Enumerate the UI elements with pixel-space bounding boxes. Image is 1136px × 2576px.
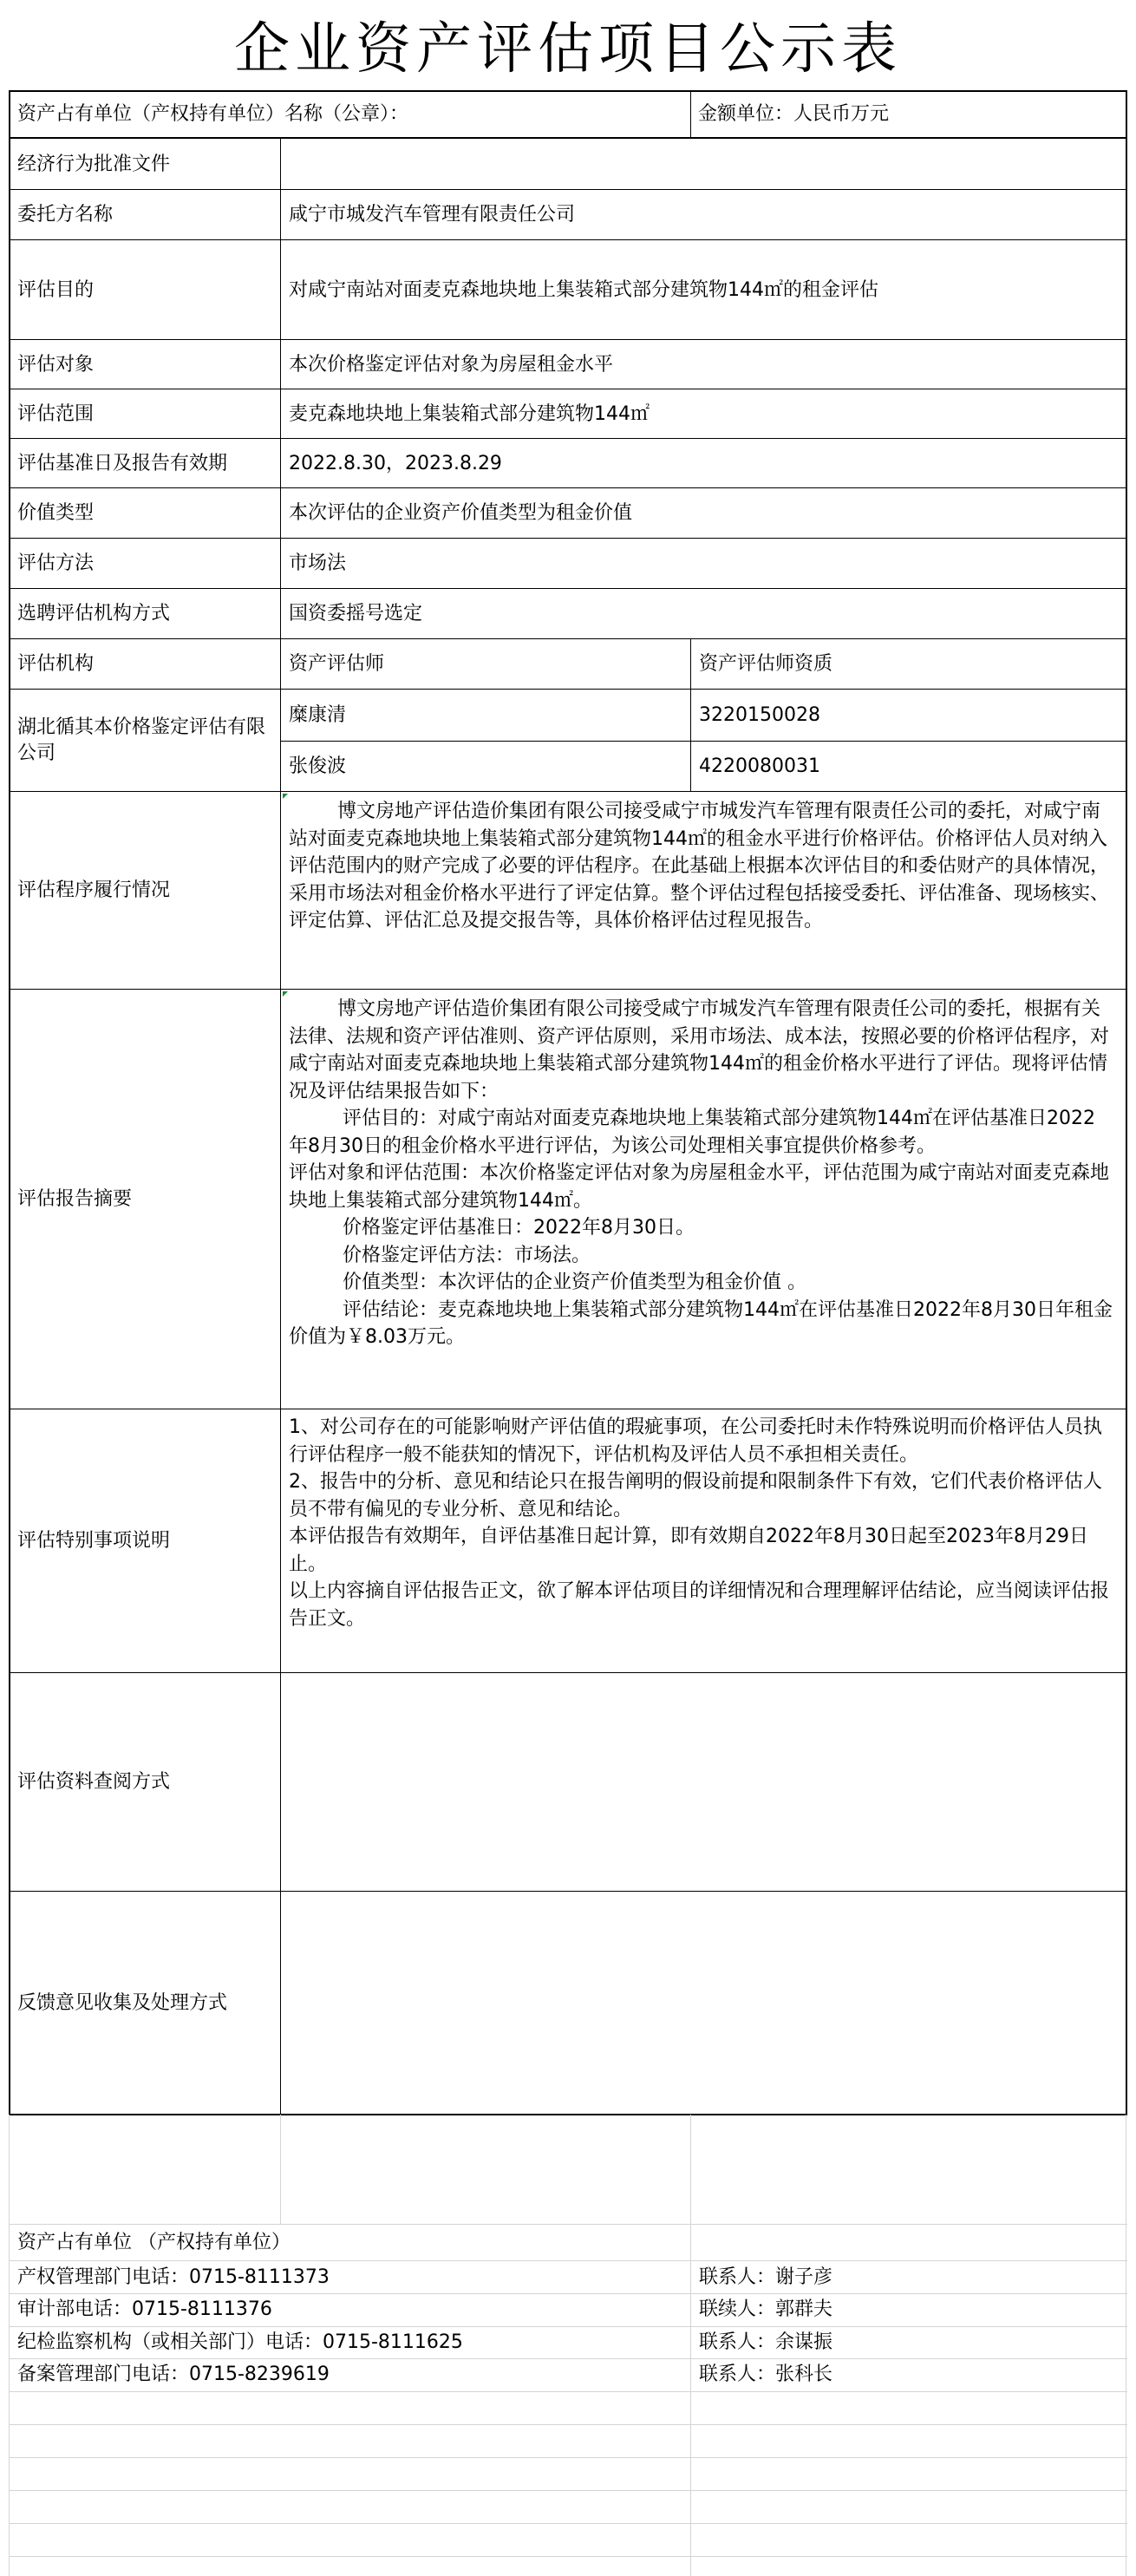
scope-value: 麦克森地块地上集装箱式部分建筑物144㎡ [289, 402, 650, 425]
summary-paragraph-conclusion: 评估结论：麦克森地块地上集装箱式部分建筑物144㎡在评估基准日2022年8月30日年租金价值为￥8.03万元。 [289, 1298, 1113, 1348]
grid-line [9, 137, 1127, 139]
selection-value: 国资委摇号选定 [289, 603, 423, 624]
agency-name: 湖北循其本价格鉴定评估有限公司 [17, 716, 266, 764]
procedure-paragraph: 博文房地产评估造价集团有限公司接受咸宁市城发汽车管理有限责任公司的委托，对咸宁南站对面麦克森地块地上集装箱式部分建筑物144㎡的租金水平进行价格评估。价格评估人员对纳入评估范围内的财产完成了必要的评估程序。在此基础上根据本次评估目的和委估财产的具体情况，采用市场法对租金价格水平进行了评定估算。整个评估过程包括接受委托、评估准备、现场核实、评定估算、评估汇总及提交报告等，具体价格评估过程见报告。 [289, 801, 1110, 932]
light-grid-line [9, 2424, 1127, 2425]
grid-line [9, 339, 1127, 340]
contact-person-2: 联续人：郭群夫 [699, 2298, 833, 2320]
special-paragraph-validity: 本评估报告有效期年，自评估基准日起计算，即有效期自2022年8月30日起至2023年8月29日止。 [289, 1526, 1088, 1575]
appraiser-name-1: 糜康清 [289, 704, 347, 726]
light-grid-line [9, 2293, 1127, 2294]
special-paragraph-1: 1、对公司存在的可能影响财产评估值的瑕疵事项，在公司委托时未作特殊说明而价格评估人员执行评估程序一般不能获知的情况下，评估机构及评估人员不承担相关责任。 [289, 1416, 1103, 1466]
feedback-label: 反馈意见收集及处理方式 [17, 1992, 228, 2014]
summary-paragraph-scope: 评估对象和评估范围：本次价格鉴定评估对象为房屋租金水平，评估范围为咸宁南站对面麦克森地块地上集装箱式部分建筑物144㎡。 [289, 1162, 1110, 1212]
grid-line [9, 90, 10, 2115]
light-grid-line [9, 2457, 1127, 2458]
grid-line [9, 2114, 1127, 2115]
feedback-value[interactable] [282, 1893, 1123, 2115]
appraiser-name-2: 张俊波 [289, 755, 347, 777]
currency-unit-label: 金额单位：人民币万元 [698, 103, 890, 125]
light-grid-line [9, 2224, 1127, 2225]
light-grid-line [280, 2115, 281, 2224]
light-grid-line [9, 2523, 1127, 2524]
value-type-value: 本次评估的企业资产价值类型为租金价值 [289, 502, 633, 524]
client-label: 委托方名称 [17, 204, 114, 226]
method-label: 评估方法 [17, 552, 95, 574]
summary-label: 评估报告摘要 [17, 1188, 133, 1210]
cell-marker [283, 794, 288, 799]
contact-person-4: 联系人：张科长 [699, 2364, 833, 2385]
procedure-text [282, 798, 1125, 935]
grid-line [9, 638, 1127, 639]
summary-paragraph-purpose: 评估目的：对咸宁南站对面麦克森地块地上集装箱式部分建筑物144㎡在评估基准日2022年8月30日的租金价格水平进行评估，为该公司处理相关事宜提供价格参考。 [289, 1108, 1095, 1157]
approval-doc-label: 经济行为批准文件 [17, 153, 171, 175]
grid-line [9, 538, 1127, 539]
grid-line [280, 137, 281, 2115]
review-label: 评估资料查阅方式 [17, 1771, 171, 1793]
footer-owner: 资产占有单位 （产权持有单位） [17, 2232, 291, 2253]
special-label: 评估特别事项说明 [17, 1530, 171, 1552]
light-grid-line [9, 2358, 1127, 2359]
appraiser-cert-2: 4220080031 [699, 755, 820, 777]
purpose-value: 对咸宁南站对面麦克森地块地上集装箱式部分建筑物144㎡的租金评估 [289, 278, 878, 301]
grid-line [9, 189, 1127, 190]
light-grid-line [9, 2490, 1127, 2491]
object-label: 评估对象 [17, 353, 95, 376]
purpose-label: 评估目的 [17, 278, 95, 301]
agency-label: 评估机构 [17, 653, 95, 675]
qualification-column-header: 资产评估师资质 [699, 653, 833, 675]
grid-line [9, 239, 1127, 240]
light-grid-line [690, 2115, 691, 2576]
contact-person-3: 联系人：余谋振 [699, 2331, 833, 2353]
cell-marker [283, 991, 288, 997]
grid-line [9, 689, 1127, 690]
appraiser-cert-1: 3220150028 [699, 704, 820, 726]
contact-dept-4: 备案管理部门电话：0715-8239619 [17, 2364, 330, 2385]
contact-dept-3: 纪检监察机构（或相关部门）电话：0715-8111625 [17, 2331, 463, 2353]
base-date-label: 评估基准日及报告有效期 [17, 452, 228, 474]
grid-line [9, 487, 1127, 488]
contact-dept-2: 审计部电话：0715-8111376 [17, 2298, 272, 2320]
grid-line [9, 1672, 1127, 1673]
object-value: 本次价格鉴定评估对象为房屋租金水平 [289, 353, 614, 376]
summary-paragraph-method: 价格鉴定评估方法：市场法。 [343, 1244, 591, 1266]
light-grid-line [9, 2391, 1127, 2392]
light-grid-line [9, 2326, 1127, 2327]
approval-doc-value[interactable] [282, 140, 1123, 189]
grid-line [9, 438, 1127, 439]
contact-dept-1: 产权管理部门电话：0715-8111373 [17, 2266, 330, 2288]
review-value[interactable] [282, 1674, 1123, 1891]
special-paragraph-2: 2、报告中的分析、意见和结论只在报告阐明的假设前提和限制条件下有效，它们代表价格评估人员不带有偏见的专业分析、意见和结论。 [289, 1471, 1103, 1520]
method-value: 市场法 [289, 552, 347, 574]
light-grid-line [9, 2115, 10, 2576]
grid-line [1126, 90, 1127, 2115]
appraiser-column-header: 资产评估师 [289, 653, 385, 675]
scope-label: 评估范围 [17, 402, 95, 425]
grid-line [9, 1891, 1127, 1892]
grid-line [280, 741, 1127, 742]
contact-person-1: 联系人：谢子彦 [699, 2266, 833, 2288]
grid-line [9, 791, 1127, 792]
base-date-value: 2022.8.30，2023.8.29 [289, 452, 502, 474]
grid-line [690, 638, 691, 791]
summary-paragraph-intro: 博文房地产评估造价集团有限公司接受咸宁市城发汽车管理有限责任公司的委托，根据有关法律、法规和资产评估准则、资产评估原则，采用市场法、成本法，按照必要的价格评估程序，对咸宁南站对面麦克森地块地上集装箱式部分建筑物144㎡的租金价格水平进行了评估。现将评估情况及评估结果报告如下： [289, 998, 1110, 1102]
owner-name-label: 资产占有单位（产权持有单位）名称（公章）： [17, 103, 409, 125]
summary-text [282, 996, 1125, 1351]
summary-paragraph-value-type: 价值类型：本次评估的企业资产价值类型为租金价值 。 [343, 1272, 806, 1293]
grid-line [9, 989, 1127, 990]
grid-line [690, 90, 691, 139]
procedure-label: 评估程序履行情况 [17, 879, 171, 901]
grid-line [9, 588, 1127, 589]
special-text [282, 1414, 1125, 1632]
client-value: 咸宁市城发汽车管理有限责任公司 [289, 204, 576, 226]
light-grid-line [9, 2556, 1127, 2557]
selection-label: 选聘评估机构方式 [17, 603, 171, 624]
light-grid-line [9, 2260, 1127, 2261]
page-title: 企业资产评估项目公示表 [234, 17, 902, 82]
grid-line [9, 90, 1127, 92]
special-paragraph-note: 以上内容摘自评估报告正文，欲了解本评估项目的详细情况和合理理解评估结论，应当阅读评估报告正文。 [289, 1580, 1110, 1630]
summary-paragraph-base-date: 价格鉴定评估基准日：2022年8月30日。 [343, 1217, 695, 1239]
value-type-label: 价值类型 [17, 502, 95, 524]
